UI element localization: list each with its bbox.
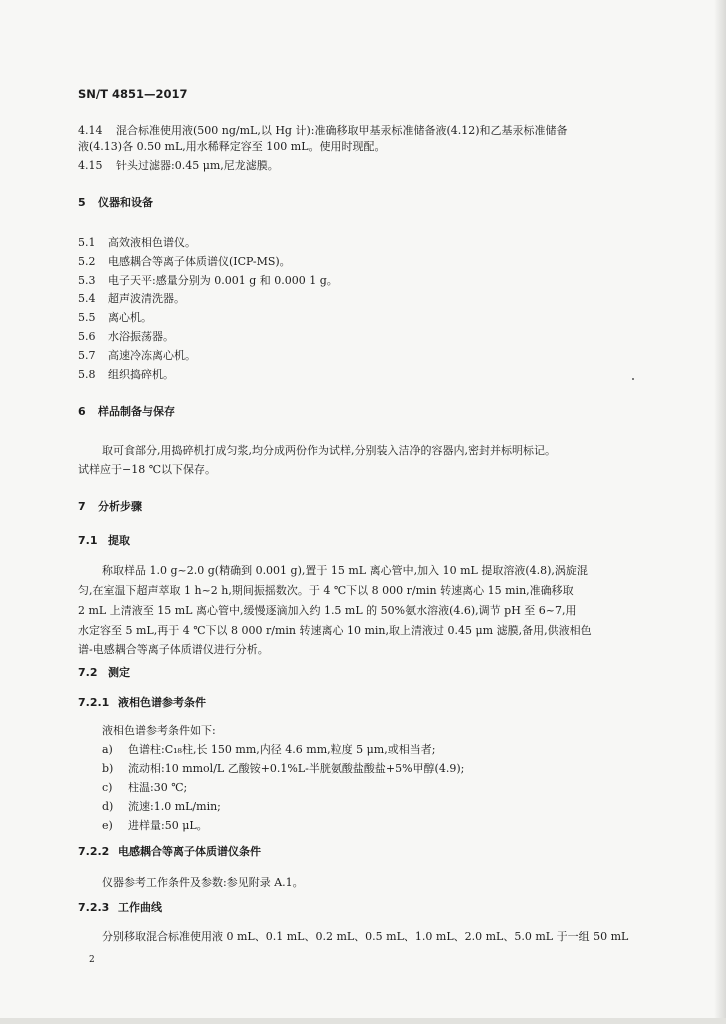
section-number: 5 [78,196,86,209]
item-text: 高速冷冻离心机。 [108,349,196,362]
item-text: 色谱柱:C₁₈柱,长 150 mm,内径 4.6 mm,粒度 5 μm,或相当者; [128,743,436,756]
item-text: 高效液相色谱仪。 [108,236,196,249]
item-number: 5.1 [78,236,96,249]
list-item [78,292,185,306]
item-text: 水浴振荡器。 [108,330,174,343]
item-label: e) [102,819,113,832]
section-7-heading [78,500,142,514]
scan-bottom-edge [0,1018,726,1024]
item-text: 针头过滤器:0.45 μm,尼龙滤膜。 [116,159,279,172]
item-text: 离心机。 [108,311,152,324]
item-number: 4.14 [78,124,103,137]
item-text: 混合标准使用液(500 ng/mL,以 Hg 计):准确移取甲基汞标准储备液(4.12)和乙基汞标准储备 [116,124,568,137]
list-item [102,743,435,757]
list-item [102,781,187,795]
item-number: 5.7 [78,349,96,362]
list-item [102,800,221,814]
paragraph-line: 水定容至 5 mL,再于 4 ℃下以 8 000 r/min 转速离心 10 min,取上清液过 0.45 μm 滤膜,备用,供液相色 [78,624,592,637]
standard-code: SN/T 4851—2017 [78,87,188,101]
list-item [78,349,196,363]
paragraph-line: 仪器参考工作条件及参数:参见附录 A.1。 [102,876,304,889]
item-label: b) [102,762,114,775]
item-number: 5.2 [78,255,96,268]
section-title: 样品制备与保存 [98,405,175,418]
item-4-14-continued: 液(4.13)各 0.50 mL,用水稀释定容至 100 mL。使用时现配。 [78,140,386,153]
item-text: 进样量:50 μL。 [128,819,208,832]
item-text: 电子天平:感量分别为 0.001 g 和 0.000 1 g。 [108,274,338,287]
section-title: 工作曲线 [118,901,162,914]
section-number: 7.1 [78,534,98,547]
list-item [78,311,152,325]
paragraph-line: 2 mL 上清液至 15 mL 离心管中,缓慢逐滴加入约 1.5 mL 的 50%氨水溶液(4.6),调节 pH 至 6~7,用 [78,604,577,617]
paragraph-line: 匀,在室温下超声萃取 1 h~2 h,期间振摇数次。于 4 ℃下以 8 000 r/min 转速离心 15 min,准确移取 [78,584,574,597]
section-number: 7.2.3 [78,901,110,914]
list-item [78,236,196,250]
subsection-7-1-heading [78,534,130,548]
subsection-7-2-heading [78,666,130,680]
section-title: 提取 [108,534,130,547]
item-number: 5.5 [78,311,96,324]
section-number: 7.2.2 [78,845,110,858]
item-text: 超声波清洗器。 [108,292,185,305]
paragraph-line: 液相色谱参考条件如下: [102,724,216,737]
section-5-heading [78,196,153,210]
item-number: 5.6 [78,330,96,343]
paragraph-line: 试样应于−18 ℃以下保存。 [78,463,217,476]
list-item [102,819,208,833]
list-item [102,762,464,776]
section-title: 仪器和设备 [98,196,153,209]
section-title: 分析步骤 [98,500,142,513]
item-number: 4.15 [78,159,103,172]
section-number: 6 [78,405,86,418]
item-4-15 [78,159,279,173]
paragraph-line: 称取样品 1.0 g~2.0 g(精确到 0.001 g),置于 15 mL 离心管中,加入 10 mL 提取溶液(4.8),涡旋混 [102,564,588,577]
item-text: 电感耦合等离子体质谱仪(ICP-MS)。 [108,255,291,268]
list-item [78,368,174,382]
list-item [78,330,174,344]
item-label: a) [102,743,113,756]
scan-edge-shadow [714,0,726,1024]
item-text: 流速:1.0 mL/min; [128,800,221,813]
section-number: 7.2 [78,666,98,679]
list-item [78,274,338,288]
section-title: 电感耦合等离子体质谱仪条件 [118,845,261,858]
section-number: 7 [78,500,86,513]
item-number: 5.4 [78,292,96,305]
list-item [78,255,291,269]
item-label: d) [102,800,114,813]
subsection-7-2-3-heading [78,901,162,915]
item-label: c) [102,781,113,794]
page-number: 2 [89,955,95,965]
item-4-14 [78,124,568,138]
scan-speck [632,378,634,380]
section-title: 测定 [108,666,130,679]
paragraph-line: 取可食部分,用捣碎机打成匀浆,均分成两份作为试样,分别装入洁净的容器内,密封并标明标记。 [102,444,556,457]
section-number: 7.2.1 [78,696,110,709]
section-title: 液相色谱参考条件 [118,696,206,709]
item-text: 柱温:30 ℃; [128,781,188,794]
subsection-7-2-1-heading [78,696,206,710]
item-number: 5.3 [78,274,96,287]
subsection-7-2-2-heading [78,845,261,859]
paragraph-line: 分别移取混合标准使用液 0 mL、0.1 mL、0.2 mL、0.5 mL、1.0 mL、2.0 mL、5.0 mL 于一组 50 mL [102,930,629,943]
section-6-heading [78,405,175,419]
item-text: 流动相:10 mmol/L 乙酸铵+0.1%L-半胱氨酸盐酸盐+5%甲醇(4.9); [128,762,465,775]
item-number: 5.8 [78,368,96,381]
item-text: 组织捣碎机。 [108,368,174,381]
paragraph-line: 谱-电感耦合等离子体质谱仪进行分析。 [78,643,269,656]
